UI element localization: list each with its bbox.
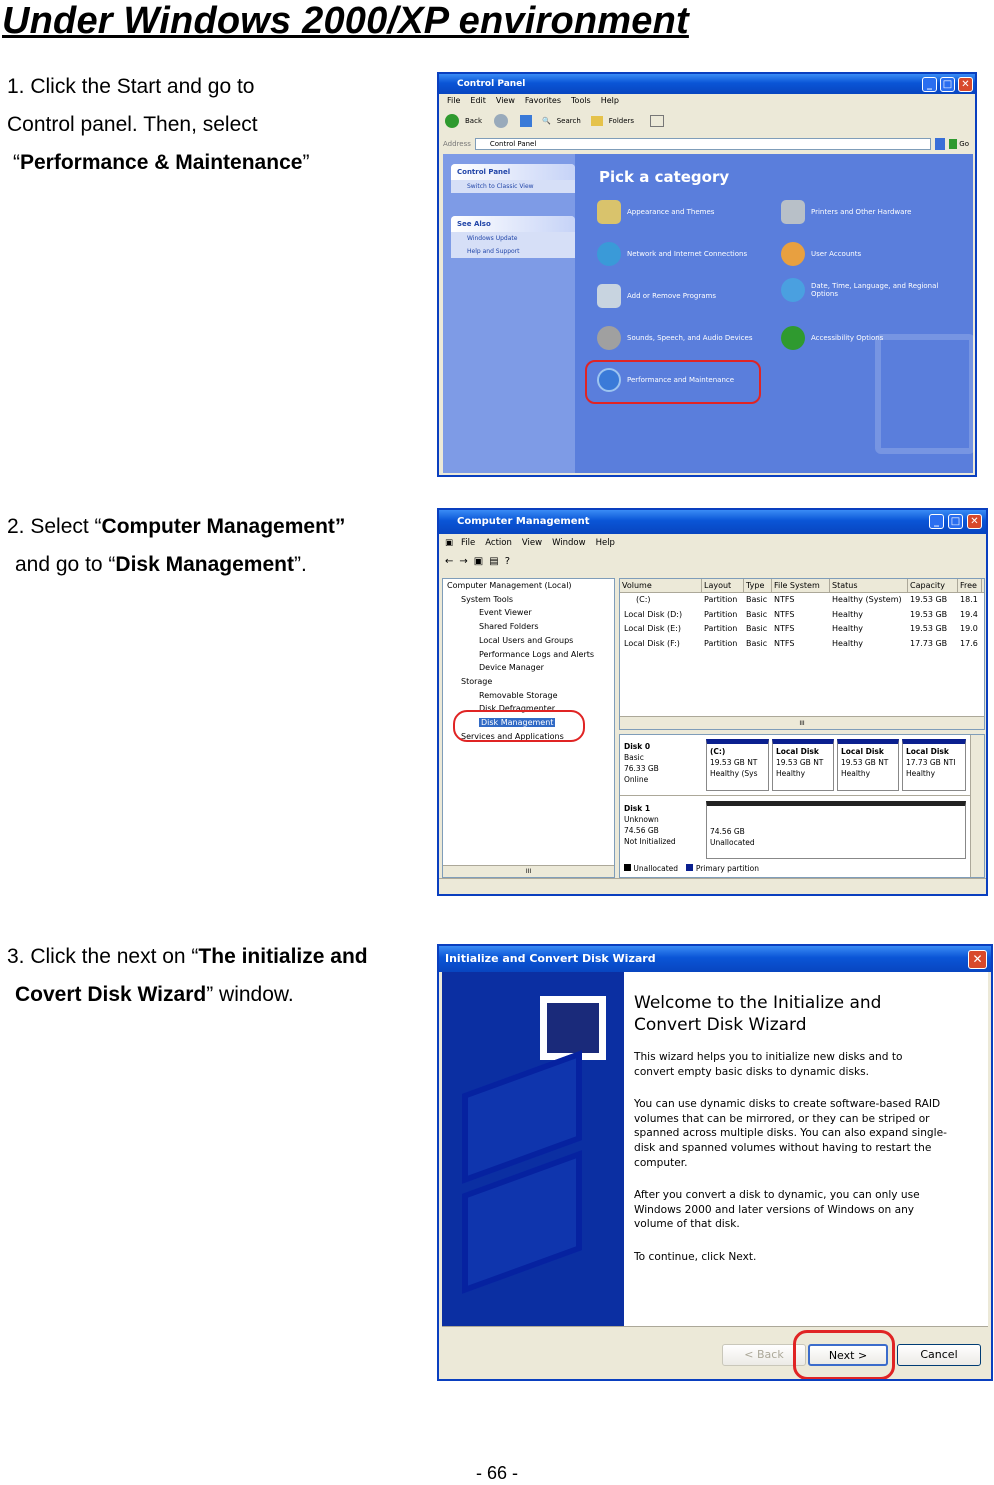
appearance-icon [597,200,621,224]
control-panel-side-panel [451,164,575,193]
tree-item-local-users[interactable]: Local Users and Groups [479,635,574,645]
step-2-text [7,508,345,584]
disk-0-size: 76.33 GB [624,764,659,773]
col-volume[interactable]: Volume [620,579,702,592]
properties-icon[interactable]: ▤ [489,556,505,567]
minimize-button[interactable]: _ [929,514,944,529]
wizard-para-3: After you convert a disk to dynamic, you can only use Windows 2000 and later versions of Windows on any volume of that disk. [634,1189,920,1231]
category-add-remove[interactable]: Add or Remove Programs [597,284,716,308]
legend-primary: Primary partition [695,864,760,873]
table-row[interactable]: Local Disk (F:) Partition Basic NTFS Healthy 17.73 GB 17.6 [624,638,978,648]
cancel-button[interactable]: Cancel [897,1344,981,1366]
control-panel-titlebar [439,74,975,94]
disk-0-state: Online [624,775,649,784]
disk-0-info [624,741,659,785]
table-row[interactable]: Local Disk (E:) Partition Basic NTFS Healthy 19.53 GB 19.0 [624,624,978,633]
category-date-time[interactable]: Date, Time, Language, and Regional Options [781,278,941,302]
folders-icon[interactable] [591,116,603,126]
tree-item-root[interactable]: Computer Management (Local) [447,581,572,590]
watermark-check-icon [875,334,975,454]
computer-mgmt-menubar [439,538,986,548]
disk-map [619,734,985,878]
category-performance[interactable]: Performance and Maintenance [597,368,734,392]
wizard-para-2: You can use dynamic disks to create software-based RAID volumes that can be mirrored, or they can be striped or spanned across multiple disks. You can also expand single-disk and spanned volumes without having to restart the computer. [634,1098,947,1169]
up-icon[interactable]: ▣ [473,556,490,567]
wizard-titlebar [439,946,991,972]
category-appearance[interactable]: Appearance and Themes [597,200,714,224]
step-1-line-2: Control panel. Then, select [7,113,258,136]
search-icon[interactable]: 🔍 [542,117,551,125]
disk-0-partition-f[interactable]: Local Disk 17.73 GB NTI Healthy [902,739,966,791]
disk-legend [624,864,759,873]
address-bar [439,136,975,151]
step-3-text [7,938,368,1014]
volume-hscrollbar[interactable]: III [620,716,984,729]
control-panel-sidebar [443,154,575,473]
volume-list-header [620,579,984,593]
step-1-line-1: 1. Click the Start and go to [7,75,255,98]
forward-arrow-icon[interactable] [494,114,508,128]
menu-favorites[interactable]: Favorites [524,96,562,105]
menu-action[interactable]: Action [485,538,512,548]
highlight-disk-management [453,710,585,742]
disk-0-partition-e[interactable]: Local Disk 19.53 GB NT Healthy [837,739,899,791]
wizard-para-4: To continue, click Next. [634,1250,757,1263]
printer-icon [781,200,805,224]
help-support-link[interactable]: Help and Support [467,248,520,255]
legend-unallocated-swatch [624,864,631,871]
wizard-content [634,972,954,1265]
pick-category-heading: Pick a category [599,168,730,186]
see-also-panel [451,216,575,258]
category-accessibility[interactable]: Accessibility Options [781,326,883,350]
go-button[interactable]: Go [959,139,969,148]
up-folder-icon[interactable] [520,115,532,127]
col-type[interactable]: Type [744,579,772,592]
disk-0-partition-c[interactable]: (C:) 19.53 GB NT Healthy (Sys [706,739,769,791]
wizard-body [442,972,988,1326]
category-sounds[interactable]: Sounds, Speech, and Audio Devices [597,326,752,350]
menu-edit[interactable]: Edit [470,96,486,105]
col-capacity[interactable]: Capacity [908,579,958,592]
tree-item-system-tools[interactable]: System Tools [461,594,514,604]
control-panel-window [437,72,977,477]
network-icon [597,242,621,266]
globe-icon [781,278,805,302]
back-button[interactable]: < Back [722,1344,806,1366]
disk-1-info [624,803,676,847]
menu-view[interactable]: View [521,538,543,548]
col-filesystem[interactable]: File System [772,579,830,592]
dropdown-arrow-icon[interactable] [935,138,945,150]
col-layout[interactable]: Layout [702,579,744,592]
disk-vscrollbar[interactable] [970,735,984,877]
menu-tools[interactable]: Tools [571,96,591,105]
tree-item-perf-logs[interactable]: Performance Logs and Alerts [479,649,595,659]
switch-classic-view-link[interactable]: Switch to Classic View [467,183,534,190]
maximize-button[interactable]: □ [940,77,955,92]
step-1-text [7,68,309,182]
control-panel-main [575,154,973,473]
wizard-title: Initialize and Convert Disk Wizard [445,952,656,965]
menu-help[interactable]: Help [600,96,619,105]
category-network[interactable]: Network and Internet Connections [597,242,747,266]
col-free[interactable]: Free [958,579,982,592]
highlight-performance [585,360,761,404]
programs-icon [597,284,621,308]
menu-help[interactable]: Help [595,538,615,548]
tree-item-storage[interactable]: Storage [461,676,493,686]
table-row[interactable]: Local Disk (D:) Partition Basic NTFS Healthy 19.53 GB 19.4 [624,609,978,619]
legend-unallocated: Unallocated [633,864,679,873]
wizard-window [437,944,993,1381]
computer-mgmt-title: Computer Management [457,516,590,527]
disk-1-name: Disk 1 [624,804,651,813]
wizard-para-1: This wizard helps you to initialize new disks and to convert empty basic disks to dynamic disks. [634,1051,903,1078]
views-icon[interactable] [650,115,664,127]
page-title: Under Windows 2000/XP environment [2,0,689,42]
legend-primary-swatch [686,864,693,871]
back-arrow-icon[interactable] [445,114,459,128]
close-button[interactable]: ✕ [958,77,973,92]
step-3-line-2: Covert Disk Wizard” window. [15,983,294,1006]
control-panel-toolbar [445,114,664,128]
back-arrow-icon[interactable]: ← [445,556,460,567]
disk-0-partition-d[interactable]: Local Disk 19.53 GB NT Healthy [772,739,834,791]
minimize-button[interactable]: _ [922,77,937,92]
menu-window[interactable]: Window [552,538,586,548]
accessibility-icon [781,326,805,350]
app-icon: ▣ [445,538,454,548]
back-button[interactable]: Back [465,117,482,125]
maximize-button[interactable]: □ [948,514,963,529]
search-button[interactable]: Search [556,117,581,125]
tree-item-event-viewer[interactable]: Event Viewer [479,608,532,618]
category-user-accounts[interactable]: User Accounts [781,242,861,266]
disk-1-unallocated[interactable]: 74.56 GB Unallocated [706,801,966,859]
tree-item-services[interactable]: Services and Applications [461,731,564,741]
wizard-heading: Welcome to the Initialize and Convert Disk Wizard [634,993,882,1035]
go-arrow-icon[interactable] [949,139,957,149]
control-panel-title: Control Panel [457,79,526,89]
volume-list [619,578,985,730]
menu-file[interactable]: File [447,96,461,105]
tree-item-shared-folders[interactable]: Shared Folders [479,622,539,632]
control-panel-menubar [439,96,975,105]
disk-stack-icon [540,996,606,1060]
status-bar [439,878,986,894]
sound-icon [597,326,621,350]
table-row[interactable]: (C:) Partition Basic NTFS Healthy (System) 19.53 GB 18.1 [636,595,978,604]
next-button[interactable]: Next > [808,1344,888,1366]
highlight-next-button [793,1330,895,1380]
disk-0-type: Basic [624,753,644,762]
tree-hscrollbar[interactable]: III [443,865,614,877]
tree-item-removable-storage[interactable]: Removable Storage [479,690,558,700]
page-number: - 66 - [475,1463,518,1483]
wizard-side-banner [442,972,624,1326]
disk-1-size: 74.56 GB [624,826,659,835]
computer-mgmt-toolbar [445,556,516,567]
category-printers[interactable]: Printers and Other Hardware [781,200,911,224]
computer-mgmt-window [437,508,988,896]
step-1-line-3: “Performance & Maintenance” [13,151,310,174]
address-input[interactable]: Control Panel [475,138,931,150]
tree-item-disk-management[interactable]: Disk Management [481,718,554,728]
wizard-divider [442,1326,988,1327]
disk-divider [620,795,970,796]
side-panel-title: Control Panel [451,164,575,180]
computer-mgmt-titlebar [439,510,986,534]
step-2-line-2: and go to “Disk Management”. [15,553,307,576]
menu-view[interactable]: View [495,96,515,105]
windows-update-link[interactable]: Windows Update [467,235,518,242]
folders-button[interactable]: Folders [608,117,635,125]
disk-0-name: Disk 0 [624,742,651,751]
help-icon[interactable]: ? [504,556,516,567]
step-3-line-1: 3. Click the next on “The initialize and [7,945,368,968]
col-status[interactable]: Status [830,579,908,592]
disk-1-state: Not Initialized [624,837,676,846]
menu-file[interactable]: File [461,538,476,548]
disk-1-type: Unknown [624,815,659,824]
address-label: Address [443,139,471,148]
tree-item-device-manager[interactable]: Device Manager [479,663,544,673]
users-icon [781,242,805,266]
see-also-title: See Also [451,216,575,232]
close-button[interactable]: ✕ [968,950,987,969]
close-button[interactable]: ✕ [967,514,982,529]
forward-arrow-icon[interactable]: → [459,556,474,567]
step-2-line-1: 2. Select “Computer Management” [7,515,346,538]
tree-item-disk-defrag[interactable]: Disk Defragmenter [479,704,556,714]
